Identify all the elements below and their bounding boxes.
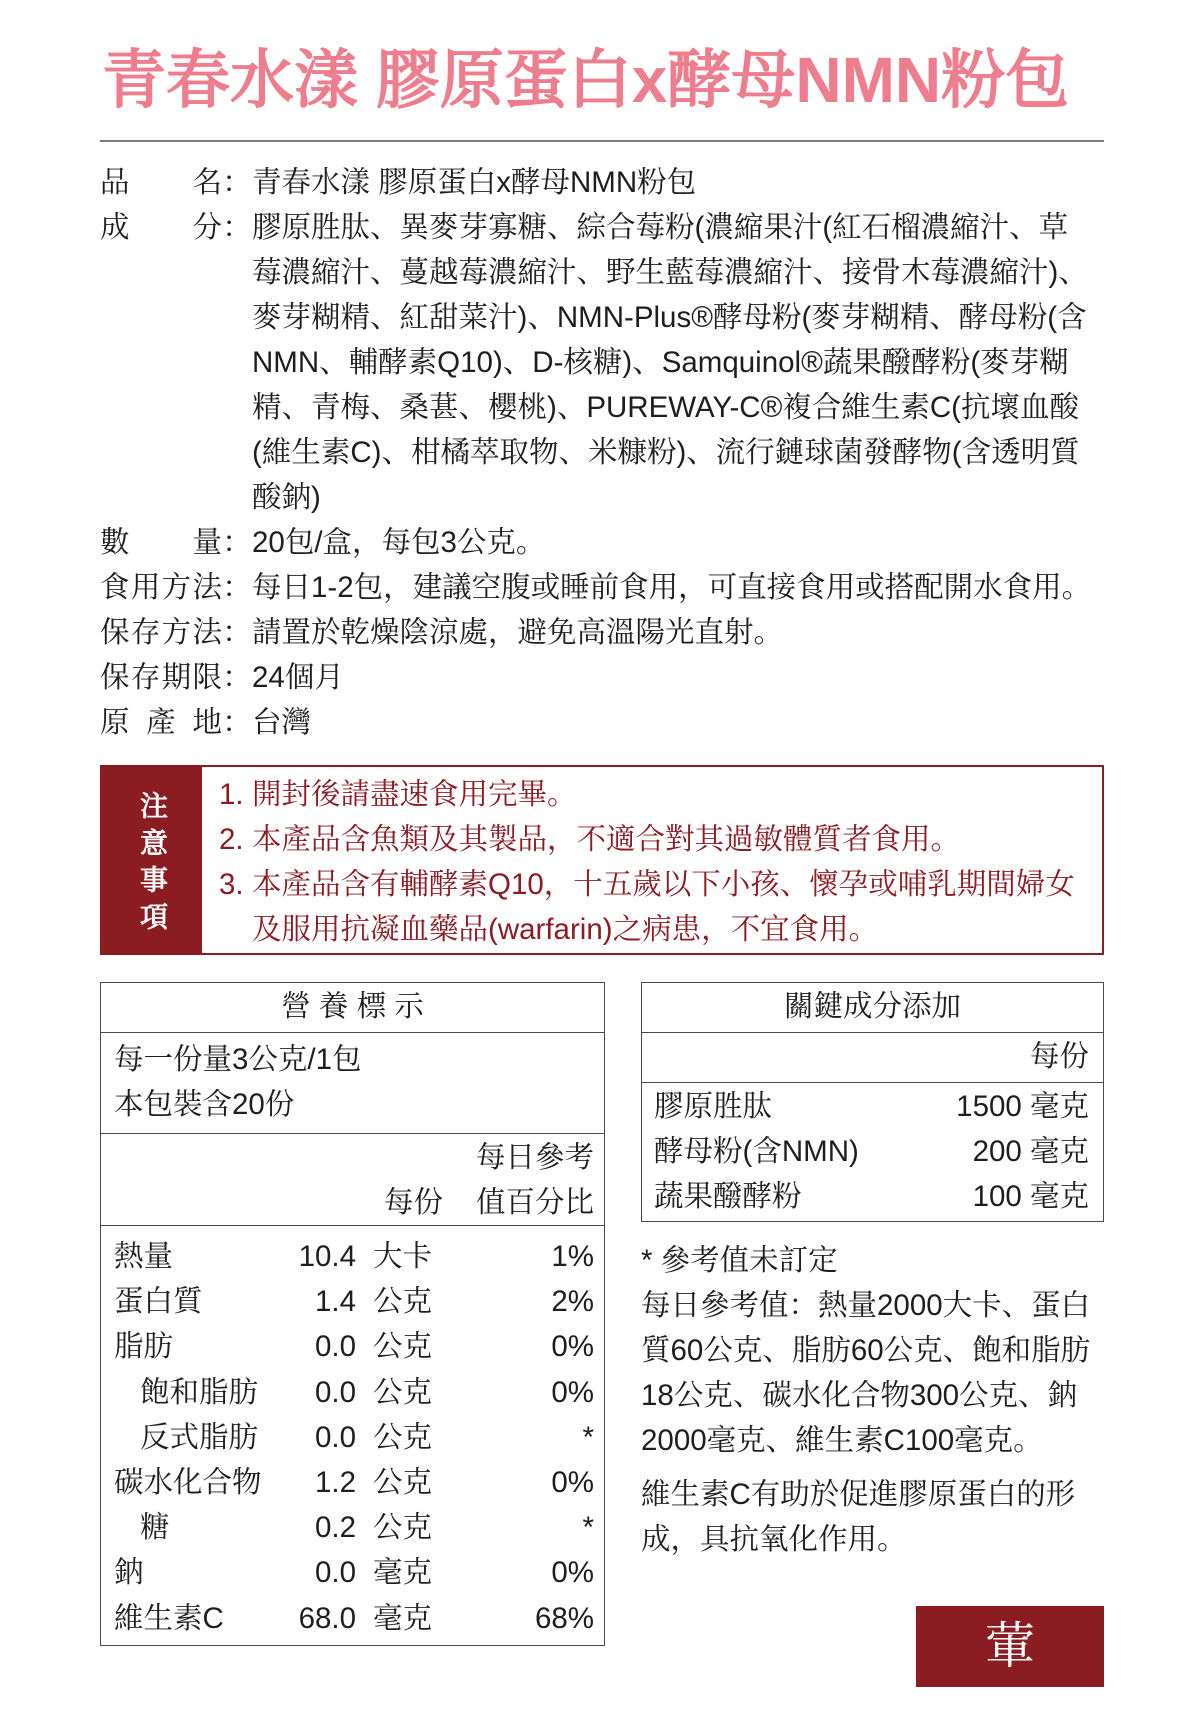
nutrient-name: 蛋白質 <box>114 1285 203 1319</box>
nutrient-unit: 毫克 <box>373 1601 433 1635</box>
nutrient-name: 鈉 <box>114 1556 144 1590</box>
key-ingredients-title: 關鍵成分添加 <box>642 983 1103 1033</box>
info-value <box>252 655 1104 700</box>
column-header-daily-ref-line2: 值百分比 <box>475 1186 594 1219</box>
warning-text <box>252 817 960 862</box>
product-title: 青春水漾 膠原蛋白x酵母NMN粉包 <box>102 44 1070 116</box>
nutrient-value: 0.2 <box>314 1511 356 1545</box>
info-value <box>252 160 1104 205</box>
info-value <box>252 205 1104 520</box>
key-ingredients-table <box>641 982 1104 1222</box>
info-value-line: 莓濃縮汁、蔓越莓濃縮汁、野生藍莓濃縮汁、接骨木莓濃縮汁)、 <box>252 256 1088 289</box>
note-line: 質60公克、脂肪60公克、飽和脂肪 <box>641 1334 1091 1367</box>
info-row-storage <box>100 610 1104 655</box>
warning-line: 本產品含有輔酵素Q10，十五歲以下小孩、懷孕或哺乳期間婦女 <box>252 868 1075 901</box>
info-separator: ： <box>222 616 252 649</box>
asterisk-note: * 參考值未訂定 <box>641 1244 838 1277</box>
table-row <box>101 1596 604 1641</box>
info-row-name <box>100 160 1104 205</box>
nutrient-unit: 公克 <box>373 1285 433 1319</box>
nutrient-value: 0.0 <box>314 1556 356 1590</box>
product-info <box>100 160 1104 745</box>
nutrient-name: 維生素C <box>114 1601 224 1635</box>
table-row <box>101 1550 604 1595</box>
table-row <box>101 1415 604 1460</box>
info-value-line: 20包/盒，每包3公克。 <box>252 526 546 559</box>
nutrient-daily-percent: 68% <box>534 1601 594 1635</box>
nutrition-title: 營 養 標 示 <box>101 983 604 1033</box>
diet-badge: 葷 <box>916 1606 1104 1687</box>
info-row-usage <box>100 565 1104 610</box>
nutrient-value: 0.0 <box>314 1330 356 1364</box>
warning-text <box>252 862 1075 952</box>
info-label: 成 分 <box>100 211 222 244</box>
info-label: 原 產 地 <box>100 706 222 739</box>
info-label: 保存期限 <box>100 661 222 694</box>
info-row-quantity <box>100 520 1104 565</box>
info-row-shelf-life <box>100 655 1104 700</box>
nutrient-unit: 大卡 <box>373 1240 433 1273</box>
nutrient-name: 反式脂肪 <box>140 1420 259 1454</box>
warning-line: 開封後請盡速食用完畢。 <box>252 778 577 811</box>
nutrient-daily-percent: * <box>582 1420 594 1454</box>
nutrient-value: 10.4 <box>298 1240 356 1273</box>
key-ingredients-rows <box>642 1083 1103 1219</box>
warning-number: 2. <box>219 823 244 856</box>
info-value-line: 每日1-2包，建議空腹或睡前食用，可直接食用或搭配開水食用。 <box>252 571 1092 604</box>
note-line: 維生素C有助於促進膠原蛋白的形 <box>641 1478 1076 1511</box>
info-value <box>252 565 1104 610</box>
ingredient-name: 蔬果醱酵粉 <box>654 1180 802 1213</box>
info-value <box>252 520 1104 565</box>
nutrient-unit: 公克 <box>373 1375 433 1409</box>
info-label: 食用方法 <box>100 571 222 604</box>
health-claim <box>641 1472 1090 1562</box>
warning-number: 1. <box>219 778 244 811</box>
table-row <box>101 1324 604 1369</box>
nutrient-daily-percent: * <box>582 1511 594 1545</box>
note-line: 每日參考值：熱量2000大卡、蛋白 <box>641 1289 1091 1322</box>
info-label: 保存方法 <box>100 616 222 649</box>
nutrient-unit: 公克 <box>373 1511 433 1545</box>
info-label: 品 名 <box>100 166 222 199</box>
info-separator: ： <box>222 166 252 199</box>
info-value-line: NMN、輔酵素Q10)、D-核糖)、Samquinol®蔬果醱酵粉(麥芽糊 <box>252 346 1069 379</box>
nutrient-value: 1.4 <box>314 1285 356 1319</box>
nutrient-name: 碳水化合物 <box>114 1465 262 1499</box>
warning-number: 3. <box>219 868 244 901</box>
nutrition-serving-info <box>101 1033 604 1134</box>
nutrient-name: 脂肪 <box>114 1330 174 1364</box>
info-value-line: 酸鈉) <box>252 481 321 514</box>
warning-item <box>219 817 1075 862</box>
warning-list <box>202 767 1075 953</box>
table-row <box>101 1279 604 1324</box>
info-value <box>252 610 1104 655</box>
ingredient-amount: 100 毫克 <box>972 1180 1089 1213</box>
nutrient-unit: 公克 <box>373 1420 433 1454</box>
info-value <box>252 700 1104 745</box>
warning-line: 及服用抗凝血藥品(warfarin)之病患，不宜食用。 <box>252 913 879 946</box>
nutrient-value: 68.0 <box>298 1601 356 1635</box>
nutrient-daily-percent: 1% <box>551 1240 594 1273</box>
note-line: 2000毫克、維生素C100毫克。 <box>641 1424 1043 1457</box>
warning-text <box>252 772 577 817</box>
daily-reference-note <box>641 1283 1090 1463</box>
nutrient-value: 0.0 <box>314 1375 356 1409</box>
table-row <box>642 1129 1103 1174</box>
nutrient-daily-percent: 0% <box>551 1330 594 1364</box>
serving-size: 每一份量3公克/1包 <box>114 1043 362 1076</box>
table-row <box>101 1370 604 1415</box>
nutrition-table <box>100 982 605 1646</box>
table-row <box>642 1174 1103 1219</box>
footnotes <box>641 1238 1090 1562</box>
nutrient-name: 糖 <box>140 1511 170 1545</box>
table-row <box>642 1084 1103 1129</box>
info-label: 數 量 <box>100 526 222 559</box>
ingredient-amount: 200 毫克 <box>972 1135 1089 1168</box>
info-separator: ： <box>222 526 252 559</box>
nutrient-unit: 公克 <box>373 1465 433 1499</box>
nutrient-value: 1.2 <box>314 1465 356 1499</box>
nutrient-value: 0.0 <box>314 1420 356 1454</box>
info-separator: ： <box>222 661 252 694</box>
info-value-line: 請置於乾燥陰涼處，避免高溫陽光直射。 <box>252 616 784 649</box>
info-separator: ： <box>222 211 252 244</box>
nutrition-rows <box>101 1226 604 1641</box>
info-value-line: 麥芽糊精、紅甜菜汁)、NMN-Plus®酵母粉(麥芽糊精、酵母粉(含 <box>252 301 1087 334</box>
nutrient-name: 熱量 <box>114 1240 174 1273</box>
ingredient-name: 膠原胜肽 <box>654 1090 773 1123</box>
ingredient-amount: 1500 毫克 <box>956 1090 1089 1123</box>
column-header-daily-ref-line1: 每日參考 <box>475 1141 594 1174</box>
warning-heading-panel <box>102 767 202 953</box>
info-row-origin <box>100 700 1104 745</box>
nutrition-column-headers <box>101 1134 604 1226</box>
info-value-line: 精、青梅、桑葚、櫻桃)、PUREWAY-C®複合維生素C(抗壞血酸 <box>252 391 1079 424</box>
warning-item <box>219 862 1075 952</box>
nutrient-daily-percent: 0% <box>551 1465 594 1499</box>
servings-per-package: 本包裝含20份 <box>114 1088 295 1121</box>
info-row-ingredients <box>100 205 1104 520</box>
note-line: 18公克、碳水化合物300公克、鈉 <box>641 1379 1078 1412</box>
info-separator: ： <box>222 571 252 604</box>
info-value-line: 青春水漾 膠原蛋白x酵母NMN粉包 <box>252 166 697 199</box>
table-row <box>101 1234 604 1279</box>
ingredient-name: 酵母粉(含NMN) <box>654 1135 859 1168</box>
nutrient-unit: 公克 <box>373 1330 433 1364</box>
table-row <box>101 1460 604 1505</box>
info-value-line: 24個月 <box>252 661 344 694</box>
nutrient-name: 飽和脂肪 <box>140 1375 259 1409</box>
note-line: 成，具抗氧化作用。 <box>641 1523 907 1556</box>
nutrient-daily-percent: 2% <box>551 1285 594 1319</box>
warning-line: 本產品含魚類及其製品，不適合對其過敏體質者食用。 <box>252 823 961 856</box>
info-separator: ： <box>222 706 252 739</box>
info-value-line: 膠原胜肽、異麥芽寡糖、綜合莓粉(濃縮果汁(紅石榴濃縮汁、草 <box>252 211 1069 244</box>
key-ingredients-per-serving: 每份 <box>642 1033 1103 1083</box>
info-value-line: (維生素C)、柑橘萃取物、米糠粉)、流行鏈球菌發酵物(含透明質 <box>252 436 1080 469</box>
warning-heading: 注意事項 <box>137 790 168 939</box>
column-header-per-serving: 每份 <box>383 1186 443 1219</box>
warning-box <box>100 765 1104 955</box>
info-value-line: 台灣 <box>252 706 312 739</box>
title-divider <box>100 140 1104 142</box>
warning-item <box>219 772 1075 817</box>
nutrient-daily-percent: 0% <box>551 1556 594 1590</box>
nutrient-daily-percent: 0% <box>551 1375 594 1409</box>
nutrient-unit: 毫克 <box>373 1556 433 1590</box>
table-row <box>101 1505 604 1550</box>
